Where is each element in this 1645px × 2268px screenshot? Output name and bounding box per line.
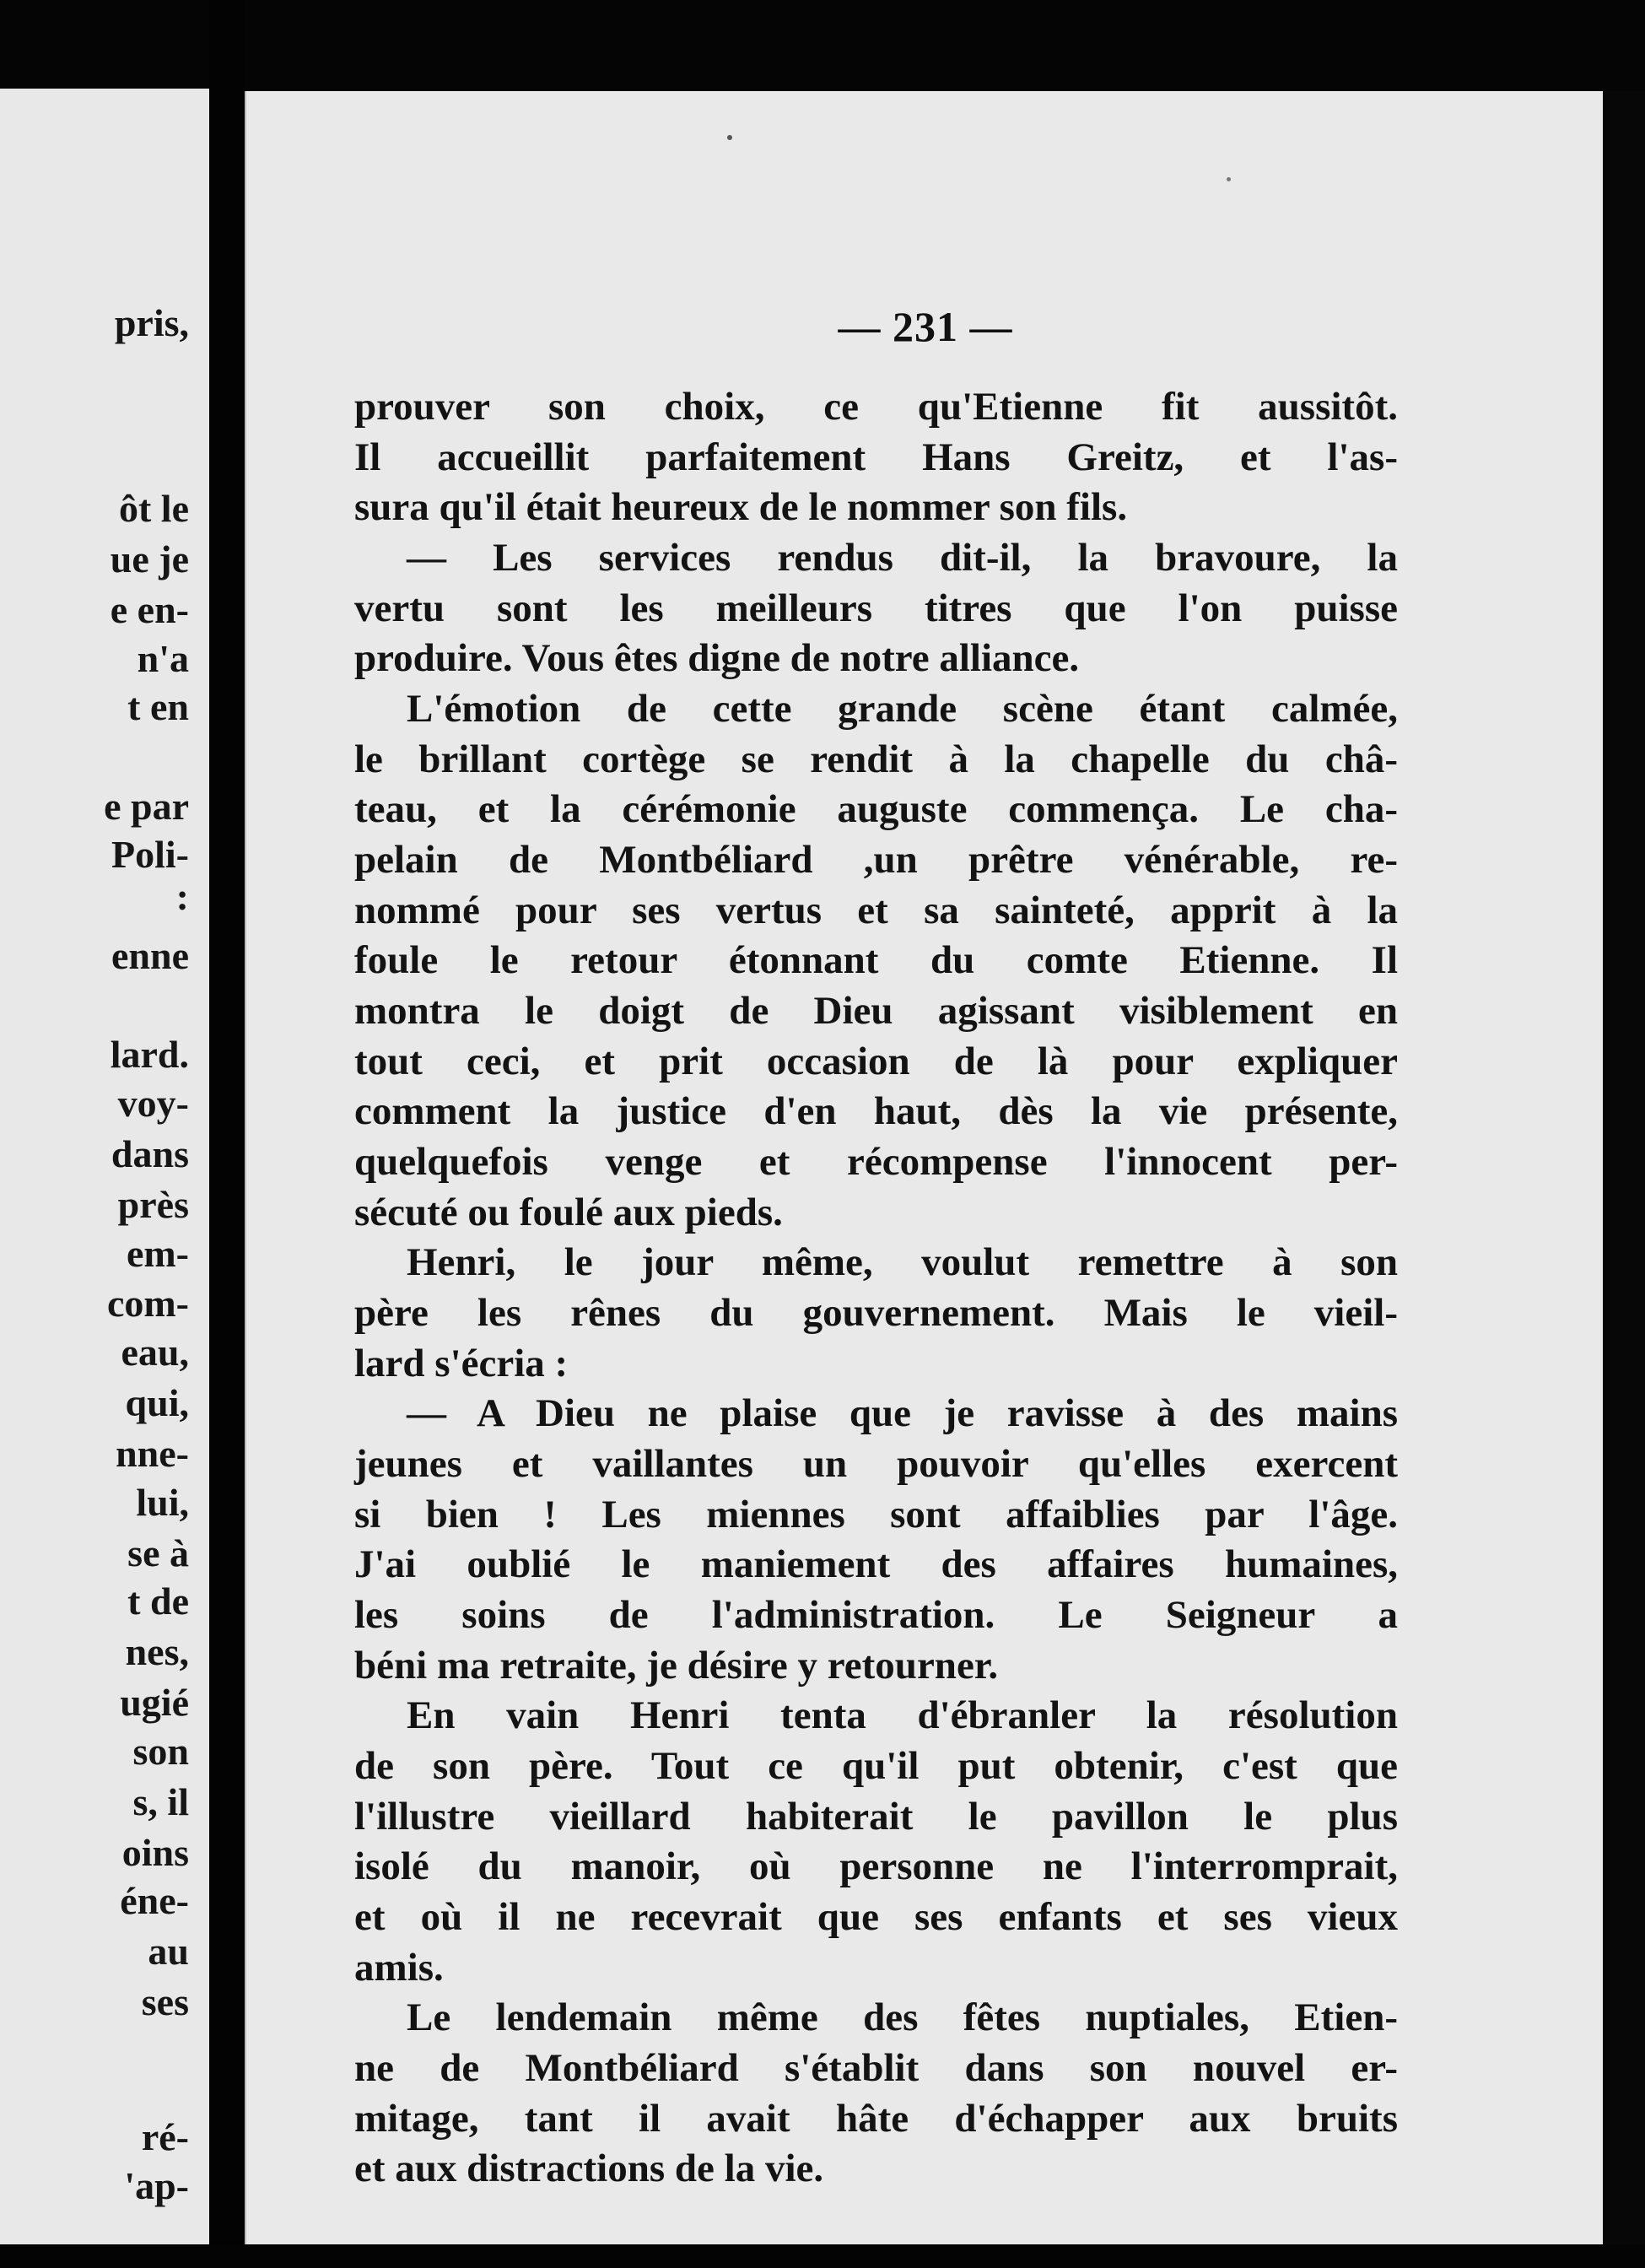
text-line: nommé pour ses vertus et sa sainteté, apprit à la xyxy=(354,888,1398,932)
text-line: vertu sont les meilleurs titres que l'on puisse xyxy=(354,586,1398,630)
left-fragment: voy- xyxy=(117,1082,189,1125)
text-line: montra le doigt de Dieu agissant visiblement en xyxy=(354,989,1398,1033)
text-line: isolé du manoir, où personne ne l'interromprait, xyxy=(354,1844,1398,1888)
text-line: sura qu'il était heureux de le nommer son fils. xyxy=(354,485,1128,529)
text-line: amis. xyxy=(354,1946,444,1990)
text-line: Henri, le jour même, voulut remettre à son xyxy=(407,1240,1398,1284)
text-line: foule le retour étonnant du comte Etienne. Il xyxy=(354,938,1398,982)
left-fragment: oins xyxy=(121,1831,189,1874)
left-fragment: s, il xyxy=(132,1780,189,1823)
text-line: le brillant cortège se rendit à la chapelle du châ- xyxy=(354,737,1398,781)
text-line: mitage, tant il avait hâte d'échapper aux bruits xyxy=(354,2097,1398,2141)
text-line: béni ma retraite, je désire y retourner. xyxy=(354,1644,999,1688)
text-line: lard s'écria : xyxy=(354,1342,569,1385)
text-line: produire. Vous êtes digne de notre alliance. xyxy=(354,636,1080,680)
book-spine-gutter xyxy=(209,0,245,2268)
left-fragment: nes, xyxy=(125,1630,189,1673)
left-fragment: ses xyxy=(141,1980,189,2023)
left-fragment: t de xyxy=(127,1580,189,1623)
scan-border-right xyxy=(1603,91,1645,2268)
text-line: pelain de Montbéliard ,un prêtre vénérable, re- xyxy=(354,838,1398,882)
left-fragment: ue je xyxy=(110,537,189,580)
text-line: ne de Montbéliard s'établit dans son nouvel er- xyxy=(354,2046,1398,2090)
text-line: — A Dieu ne plaise que je ravisse à des mains xyxy=(407,1391,1398,1435)
left-fragment: n'a xyxy=(137,637,189,680)
text-line: et où il ne recevrait que ses enfants et ses vieux xyxy=(354,1895,1398,1939)
text-line: tout ceci, et prit occasion de là pour expliquer xyxy=(354,1040,1398,1083)
text-line: En vain Henri tenta d'ébranler la résolution xyxy=(407,1693,1398,1737)
scan-border-bottom xyxy=(0,2244,1645,2268)
text-line: père les rênes du gouvernement. Mais le vieil- xyxy=(354,1291,1398,1335)
text-line: si bien ! Les miennes sont affaiblies par l'âge. xyxy=(354,1493,1398,1536)
text-line: de son père. Tout ce qu'il put obtenir, c'est que xyxy=(354,1744,1398,1788)
text-line: teau, et la cérémonie auguste commença. Le cha- xyxy=(354,787,1398,831)
text-line: quelquefois venge et récompense l'innocent per- xyxy=(354,1140,1398,1184)
text-line: L'émotion de cette grande scène étant calmée, xyxy=(407,687,1398,731)
left-fragment: lui, xyxy=(136,1481,189,1524)
text-line: Il accueillit parfaitement Hans Greitz, et l'as- xyxy=(354,435,1398,479)
left-fragment: près xyxy=(117,1183,189,1226)
text-line: comment la justice d'en haut, dès la vie présente, xyxy=(354,1089,1398,1133)
left-fragment: qui, xyxy=(125,1381,189,1424)
left-fragment: pris, xyxy=(114,301,189,344)
text-line: prouver son choix, ce qu'Etienne fit aussitôt. xyxy=(354,385,1398,429)
left-fragment: nne- xyxy=(116,1432,189,1475)
left-fragment: 'ap- xyxy=(124,2164,189,2207)
left-fragment: ugié xyxy=(120,1681,189,1724)
left-fragment: eau, xyxy=(121,1331,189,1374)
left-fragment: se à xyxy=(127,1531,189,1574)
left-fragment: em- xyxy=(126,1232,189,1275)
text-line: J'ai oublié le maniement des affaires humaines, xyxy=(354,1542,1398,1586)
facing-page-left xyxy=(0,89,209,2244)
left-fragment: e par xyxy=(104,785,189,828)
left-fragment: son xyxy=(132,1730,189,1773)
left-fragment: com- xyxy=(106,1282,189,1325)
left-fragment: Poli- xyxy=(111,833,189,876)
dust-speck xyxy=(727,135,732,140)
page-number: — 231 — xyxy=(838,303,1013,350)
left-fragment: au xyxy=(148,1930,189,1973)
text-line: — Les services rendus dit-il, la bravoure, la xyxy=(407,536,1398,580)
text-line: Le lendemain même des fêtes nuptiales, Etien- xyxy=(407,1995,1398,2039)
left-fragment: lard. xyxy=(110,1033,189,1076)
text-line: l'illustre vieillard habiterait le pavillon le plus xyxy=(354,1795,1398,1839)
text-line: et aux distractions de la vie. xyxy=(354,2146,824,2190)
text-line: sécuté ou foulé aux pieds. xyxy=(354,1191,783,1234)
left-fragment: dans xyxy=(111,1132,189,1175)
page-231 xyxy=(245,91,1603,2249)
left-fragment: enne xyxy=(111,934,189,977)
text-line: les soins de l'administration. Le Seigneur a xyxy=(354,1593,1398,1637)
text-line: jeunes et vaillantes un pouvoir qu'elles exercent xyxy=(354,1442,1398,1486)
dust-speck xyxy=(1227,177,1231,181)
left-fragment: ôt le xyxy=(118,487,189,530)
left-fragment: éne- xyxy=(120,1879,189,1922)
left-fragment: t en xyxy=(127,685,189,728)
left-fragment: ré- xyxy=(141,2115,189,2158)
left-fragment: e en- xyxy=(110,588,189,631)
left-fragment: : xyxy=(175,875,189,918)
